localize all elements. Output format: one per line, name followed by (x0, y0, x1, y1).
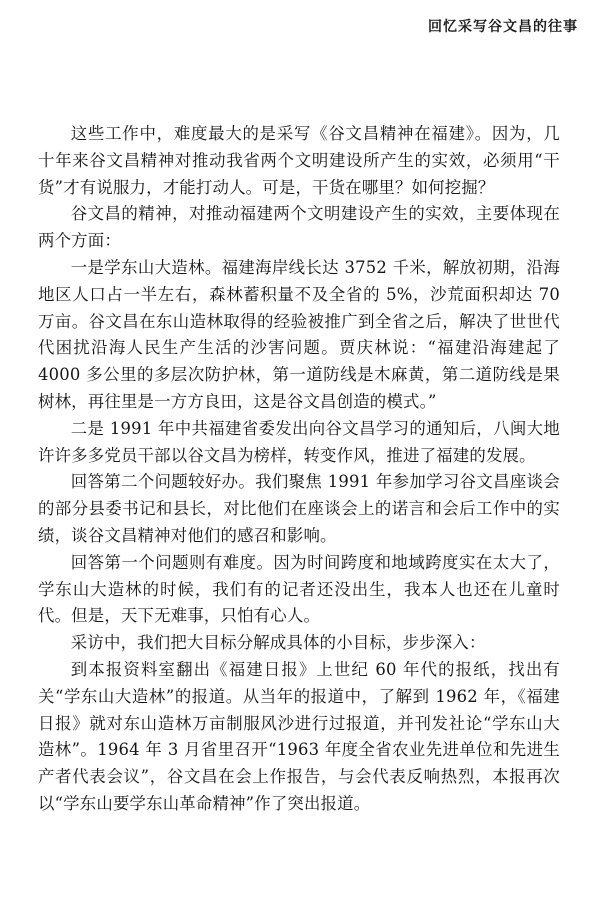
paragraph: 一是学东山大造林。福建海岸线长达 3752 千米，解放初期，沿海地区人口占一半左右，森林蓄积量不及全省的 5%，沙荒面积却达 70 万亩。谷文昌在东山造林取得的经验被推广到全省之后，解决了世世代代困扰沿海人民生产生活的沙害问题。贾庆林说：“福建沿海建起了 4000 多公里的多层次防护林，第一道防线是木麻黄，第二道防线是果树林，再往里是一方方良田，这是谷文昌创造的模式。” (38, 257, 560, 411)
paragraph: 这些工作中，难度最大的是采写《谷文昌精神在福建》。因为，几十年来谷文昌精神对推动我省两个文明建设所产生的实效，必须用“干货”才有说服力，才能打动人。可是，干货在哪里？如何挖掘？ (38, 124, 560, 197)
running-head: 回忆采写谷文昌的往事 (428, 19, 578, 35)
paragraph: 谷文昌的精神，对推动福建两个文明建设产生的实效，主要体现在两个方面： (38, 204, 560, 251)
paragraph: 回答第二个问题较好办。我们聚焦 1991 年参加学习谷文昌座谈会的部分县委书记和县长，对比他们在座谈会上的诺言和会后工作中的实绩，谈谷文昌精神对他们的感召和影响。 (38, 472, 560, 545)
paragraph: 二是 1991 年中共福建省委发出向谷文昌学习的通知后，八闽大地许许多多党员干部以谷文昌为榜样，转变作风，推进了福建的发展。 (38, 418, 560, 465)
body-text (38, 121, 560, 818)
paragraph: 回答第一个问题则有难度。因为时间跨度和地域跨度实在太大了，学东山大造林的时候，我们有的记者还没出生，我本人也还在儿童时代。但是，天下无难事，只怕有心人。 (38, 552, 560, 626)
paragraph: 到本报资料室翻出《福建日报》上世纪 60 年代的报纸，找出有关“学东山大造林”的报道。从当年的报道中，了解到 1962 年，《福建日报》就对东山造林万亩制服风沙进行过报道，并刊发社论“学东山大造林”。1964 年 3 月省里召开“1963 年度全省农业先进单位和先进生产者代表会议”，谷文昌在会上作报告，与会代表反响热烈，本报再次以“学东山要学东山革命精神”作了突出报道。 (38, 659, 560, 813)
paragraph: 采访中，我们把大目标分解成具体的小目标，步步深入： (70, 633, 486, 653)
